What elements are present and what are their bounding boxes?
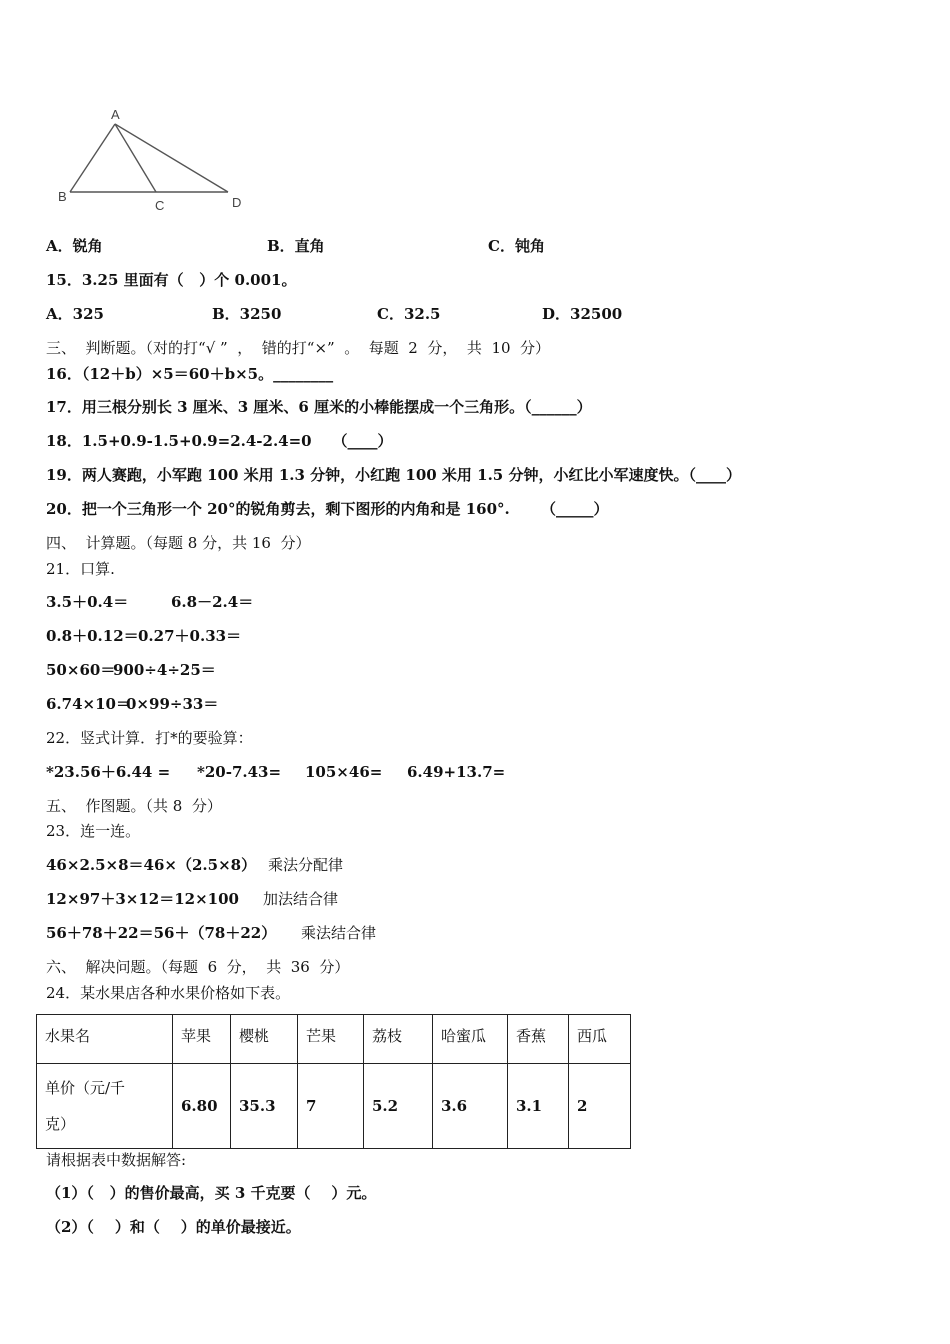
vertical-4: 6.49+13.7= bbox=[407, 763, 506, 781]
fruit-price-table bbox=[36, 1014, 631, 1149]
header-lychee: 荔枝 bbox=[364, 1015, 433, 1064]
vertical-2: *20-7.43= bbox=[197, 763, 282, 781]
section5-heading: 五、 作图题。（共 8 分） bbox=[46, 797, 222, 815]
q15-option-a: A．325 bbox=[46, 305, 104, 323]
price-lychee: 5.2 bbox=[364, 1064, 433, 1149]
price-label-line1: 单价（元/千 bbox=[45, 1079, 126, 1097]
q24: 24．某水果店各种水果价格如下表。 bbox=[46, 984, 291, 1002]
label-d: D bbox=[232, 195, 242, 210]
pair-2-law: 加法结合律 bbox=[263, 890, 339, 908]
q23: 23．连一连。 bbox=[46, 822, 141, 840]
segment-ab bbox=[70, 124, 115, 192]
label-a: A bbox=[111, 107, 120, 122]
vertical-1: *23.56＋6.44 = bbox=[46, 763, 171, 781]
label-b: B bbox=[58, 189, 67, 204]
header-fruit-name: 水果名 bbox=[37, 1015, 173, 1064]
header-mango: 芒果 bbox=[298, 1015, 364, 1064]
q16: 16．（12＋b）×5＝60＋b×5。________ bbox=[46, 365, 334, 383]
q24-prompt: 请根据表中数据解答: bbox=[46, 1151, 187, 1169]
oral-1b: 6.8－2.4＝ bbox=[171, 593, 254, 611]
segment-ac bbox=[115, 124, 156, 192]
pair-1-expression: 46×2.5×8＝46×（2.5×8） bbox=[46, 856, 257, 874]
header-cherry: 樱桃 bbox=[231, 1015, 298, 1064]
section3-heading: 三、 判断题。（对的打“√ ” ， 错的打“×” 。 每题 2 分， 共 10 分） bbox=[46, 339, 551, 357]
q14-option-b: B．直角 bbox=[267, 237, 325, 255]
pair-3-expression: 56＋78＋22＝56＋（78＋22） bbox=[46, 924, 277, 942]
q21: 21．口算. bbox=[46, 560, 115, 578]
triangle-figure bbox=[52, 104, 252, 214]
pair-3-law: 乘法结合律 bbox=[301, 924, 377, 942]
price-cherry: 35.3 bbox=[231, 1064, 298, 1149]
table-price-row bbox=[37, 1064, 631, 1149]
table-header-row bbox=[37, 1015, 631, 1064]
q24-sub-1: （1）（ ）的售价最高，买 3 千克要（ ）元。 bbox=[46, 1184, 377, 1202]
header-banana: 香蕉 bbox=[508, 1015, 569, 1064]
pair-2-expression: 12×97＋3×12＝12×100 bbox=[46, 890, 239, 908]
segment-ad bbox=[115, 124, 228, 192]
price-watermelon: 2 bbox=[569, 1064, 631, 1149]
oral-1a: 3.5＋0.4＝ bbox=[46, 593, 129, 611]
price-mango: 7 bbox=[298, 1064, 364, 1149]
header-apple: 苹果 bbox=[173, 1015, 231, 1064]
q24-sub-2: （2）（ ）和（ ）的单价最接近。 bbox=[46, 1218, 301, 1236]
label-c: C bbox=[155, 198, 165, 213]
oral-4b: 0×99÷33＝ bbox=[126, 695, 219, 713]
oral-3a: 50×60＝ bbox=[46, 661, 116, 679]
section4-heading: 四、 计算题。（每题 8 分，共 16 分） bbox=[46, 534, 311, 552]
q14-option-a: A．锐角 bbox=[46, 237, 103, 255]
q15-option-d: D．32500 bbox=[542, 305, 623, 323]
header-hami-melon: 哈蜜瓜 bbox=[433, 1015, 508, 1064]
q19: 19．两人赛跑，小军跑 100 米用 1.3 分钟，小红跑 100 米用 1.5 分钟，小红比小军速度快。（____） bbox=[46, 466, 741, 484]
vertical-3: 105×46= bbox=[305, 763, 383, 781]
price-banana: 3.1 bbox=[508, 1064, 569, 1149]
price-label-line2: 克） bbox=[45, 1115, 76, 1133]
header-watermelon: 西瓜 bbox=[569, 1015, 631, 1064]
oral-3b: 900÷4÷25＝ bbox=[113, 661, 216, 679]
section6-heading: 六、 解决问题。（每题 6 分， 共 36 分） bbox=[46, 958, 350, 976]
q20: 20．把一个三角形一个 20°的锐角剪去，剩下图形的内角和是 160°. （_____） bbox=[46, 500, 609, 518]
q14-option-c: C．钝角 bbox=[488, 237, 545, 255]
q22: 22．竖式计算．打*的要验算： bbox=[46, 729, 253, 747]
price-apple: 6.80 bbox=[173, 1064, 231, 1149]
price-hami-melon: 3.6 bbox=[433, 1064, 508, 1149]
oral-4a: 6.74×10＝ bbox=[46, 695, 131, 713]
oral-2b: 0.27＋0.33＝ bbox=[138, 627, 242, 645]
q17: 17．用三根分别长 3 厘米、3 厘米、6 厘米的小棒能摆成一个三角形。（______） bbox=[46, 398, 592, 416]
q15-option-c: C．32.5 bbox=[377, 305, 441, 323]
oral-2a: 0.8＋0.12＝ bbox=[46, 627, 139, 645]
pair-1-law: 乘法分配律 bbox=[268, 856, 344, 874]
q18: 18．1.5+0.9-1.5+0.9=2.4-2.4=0 （____） bbox=[46, 432, 393, 450]
q15-question: 15．3.25 里面有（ ）个 0.001。 bbox=[46, 271, 297, 289]
q15-option-b: B．3250 bbox=[212, 305, 282, 323]
price-row-label bbox=[37, 1064, 173, 1149]
